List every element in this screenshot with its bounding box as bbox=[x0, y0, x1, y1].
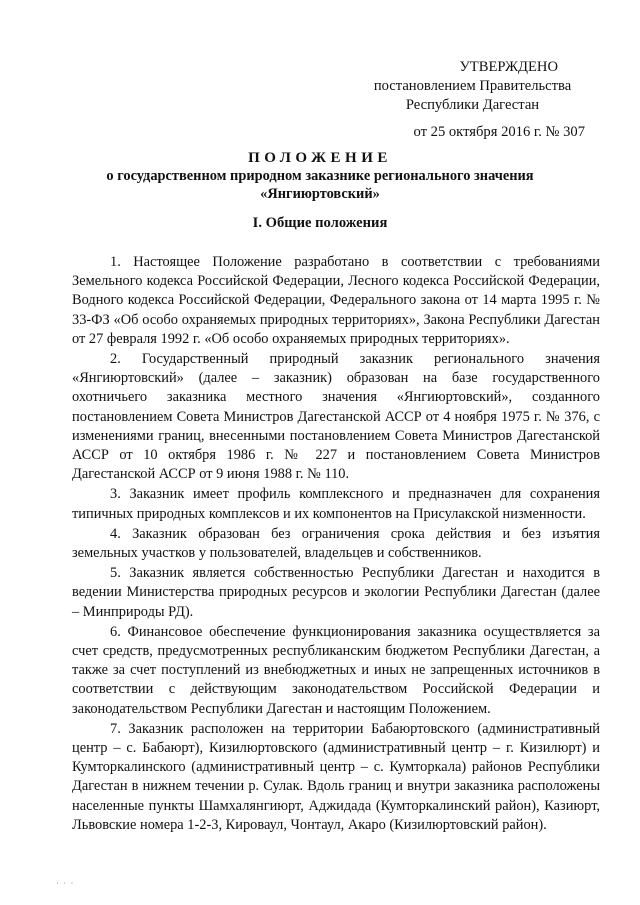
paragraph-2: 2. Государственный природный заказник регионального значения «Янгиюртовский» (далее – заказник) образован на базе государственного охотничьего заказника местного значения «Янгиюртовский», созданного постановлением Совета Министров Дагестанской АССР от 4 ноября 1975 г. № 376, с изменениями границ, внесенными постановлением Совета Министров Дагестанской АССР от 10 октября 1986 г. № 227 и постановлением Совета Министров Дагестанской АССР от 9 июня 1988 г. № 110. bbox=[72, 351, 600, 483]
document-subtitle-line1: о государственном природном заказнике регионального значения bbox=[106, 168, 534, 184]
approval-date: от 25 октября 2016 г. № 307 bbox=[413, 124, 585, 140]
paragraph-1: 1. Настоящее Положение разработано в соответствии с требованиями Земельного кодекса Российской Федерации, Лесного кодекса Российской Федерации, Водного кодекса Российской Федерации, Федерального закона от 14 марта 1995 г. № 33-ФЗ «Об особо охраняемых природных территориях», Закона Республики Дагестан от 27 февраля 1992 г. «Об особо охраняемых природных территориях». bbox=[72, 254, 600, 347]
document-body bbox=[72, 253, 600, 836]
section-title: I. Общие положения bbox=[252, 215, 388, 231]
paragraph-4: 4. Заказник образован без ограничения срока действия и без изъятия земельных участков у пользователей, владельцев и собственников. bbox=[72, 525, 600, 562]
paragraph-5: 5. Заказник является собственностью Республики Дагестан и находится в ведении Министерства природных ресурсов и экологии Республики Дагестан (далее – Минприроды РД). bbox=[72, 565, 600, 620]
paragraph-6: 6. Финансовое обеспечение функционирования заказника осуществляется за счет средств, предусмотренных республиканским бюджетом Республики Дагестан, а также за счет поступлений из внебюджетных и иных не запрещенных источников в соответствии с действующим законодательством Российской Федерации и законодательством Республики Дагестан и настоящим Положением. bbox=[72, 623, 600, 717]
paragraph-7: 7. Заказник расположен на территории Бабаюртовского (административный центр – с. Бабаюрт), Кизилюртовского (административный центр – г. Кизилюрт) и Кумторкалинского (административный центр – с. Кумторкала) районов Республики Дагестан в нижнем течении р. Сулак. Вдоль границ и внутри заказника расположены населенные пункты Шамхалянгиюрт, Аджидада (Кумторкалинский район), Казиюрт, Львовские номера 1-2-3, Кироваул, Чонтаул, Акаро (Кизилюртовский район). bbox=[72, 720, 600, 833]
paragraph-3: 3. Заказник имеет профиль комплексного и предназначен для сохранения типичных природных комплексов и их компонентов на Присулакской низменности. bbox=[72, 486, 600, 522]
approval-issuer: постановлением Правительства bbox=[373, 78, 572, 94]
scan-artifact-mark: · · · bbox=[56, 878, 75, 888]
approval-authority: Республики Дагестан bbox=[405, 97, 540, 113]
document-subtitle-line2: «Янгиюртовский» bbox=[260, 186, 380, 202]
approval-stamp bbox=[360, 58, 585, 142]
document-heading bbox=[60, 149, 580, 203]
approval-heading: УТВЕРЖДЕНО bbox=[459, 59, 558, 75]
document-title: ПОЛОЖЕНИЕ bbox=[248, 150, 392, 166]
